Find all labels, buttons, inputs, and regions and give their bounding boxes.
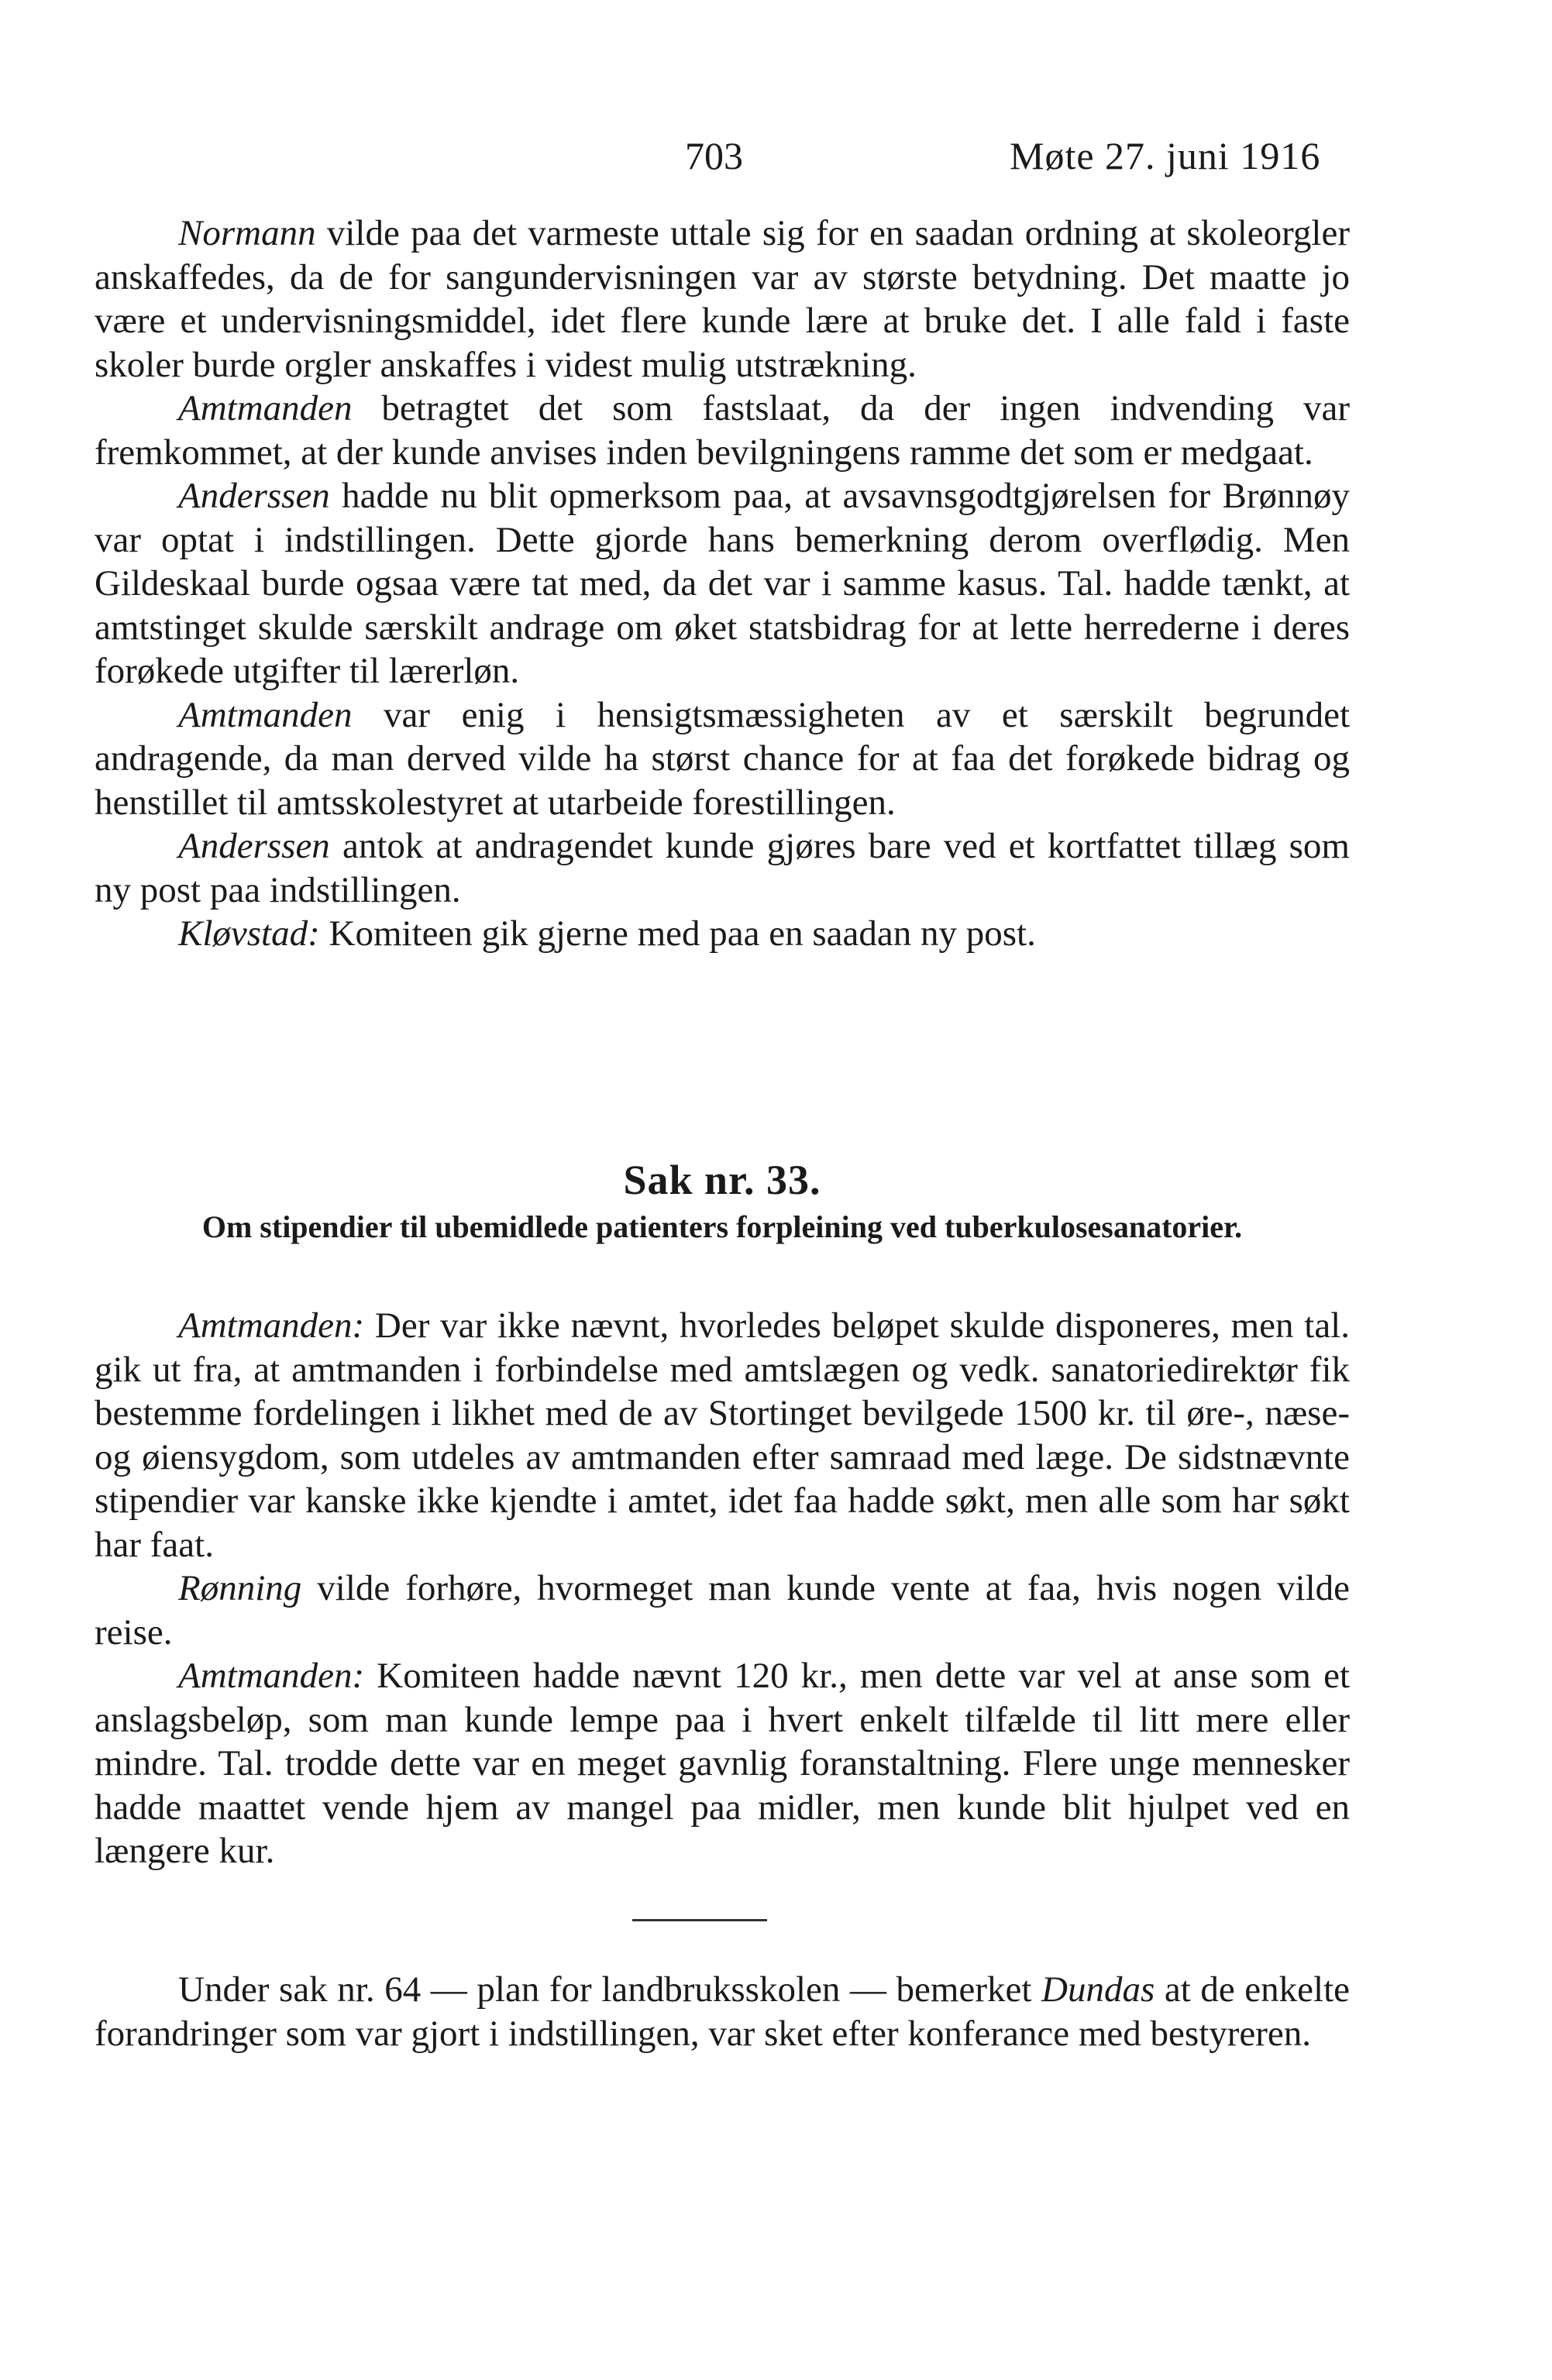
paragraph	[95, 912, 1350, 956]
paragraph	[95, 387, 1350, 474]
paragraph	[95, 212, 1350, 387]
speaker-name: Anderssen	[178, 826, 330, 866]
paragraph-text: at de enkelte forandringer som var gjort i indstillingen, var sket efter konferance med bestyreren.	[95, 1969, 1350, 2054]
speaker-name: Amtmanden:	[178, 1656, 365, 1696]
paragraph	[95, 1654, 1350, 1873]
speaker-name: Kløvstad:	[178, 913, 320, 954]
paragraph	[95, 474, 1350, 693]
section-subtitle: Om stipendier til ubemidlede patienters forpleining ved tuberkulosesanatorier.	[201, 1209, 1243, 1244]
paragraph-text: Der var ikke nævnt, hvorledes beløpet skulde disponeres, men tal. gik ut fra, at amtmanden i forbindelse med amtslægen og vedk. sanatoriedirektør fik bestemme fordelingen i likhet med de av Stortinget bevilgede 1500 kr. til øre-, næse- og øiensygdom, som utdeles av amtmanden efter samraad med læge. De sidstnævnte stipendier var kanske ikke kjendte i amtet, idet faa hadde søkt, men alle som har søkt har faat.	[95, 1305, 1350, 1565]
section-heading	[95, 1154, 1350, 1244]
divider	[632, 1919, 767, 1921]
page-number: 703	[685, 134, 743, 177]
paragraph	[95, 1567, 1350, 1654]
page-header	[0, 133, 1552, 187]
paragraph-text: vilde paa det varmeste uttale sig for en saadan ordning at skoleorgler anskaffedes, da de for sangundervisningen var av største betydning. Det maatte jo være et undervisningsmiddel, idet flere kunde lære at bruke det. I alle fald i faste skoler burde orgler anskaffes i videst mulig utstrækning.	[95, 213, 1350, 385]
paragraph-text: Under sak nr. 64 — plan for landbruksskolen — bemerket	[178, 1969, 1041, 2010]
paragraph-text: Komiteen hadde nævnt 120 kr., men dette var vel at anse som et anslagsbeløp, som man kunde lempe paa i hvert enkelt tilfælde til litt mere eller mindre. Tal. trodde dette var en meget gavnlig foranstaltning. Flere unge mennesker hadde maattet vende hjem av mangel paa midler, men kunde blit hjulpet ved en længere kur.	[95, 1656, 1350, 1871]
speaker-name: Rønning	[178, 1568, 302, 1608]
paragraph	[95, 693, 1350, 825]
paragraph-text: betragtet det som fastslaat, da der ingen indvending var fremkommet, at der kunde anvises inden bevilgningens ramme det som er medgaat.	[95, 388, 1350, 473]
speaker-name: Amtmanden:	[178, 1305, 365, 1346]
speaker-name: Anderssen	[178, 476, 330, 516]
text-block-3	[95, 1968, 1350, 2055]
section-title: Sak nr. 33.	[623, 1157, 821, 1203]
paragraph	[95, 824, 1350, 912]
paragraph-text: var enig i hensigtsmæssigheten av et særskilt begrundet andragende, da man derved vilde ha størst chance for at faa det forøkede bidrag og henstillet til amtsskolestyret at utarbeide forestillingen.	[95, 694, 1350, 823]
text-block-1	[95, 212, 1350, 956]
paragraph	[95, 1304, 1350, 1567]
speaker-name: Amtmanden	[178, 388, 353, 428]
paragraph	[95, 1968, 1350, 2055]
paragraph-text: Komiteen gik gjerne med paa en saadan ny post.	[319, 913, 1036, 954]
text-block-2	[95, 1304, 1350, 1873]
paragraph-text: antok at andragendet kunde gjøres bare ved et kortfattet tillæg som ny post paa indstillingen.	[95, 826, 1350, 910]
paragraph-text: vilde forhøre, hvormeget man kunde vente at faa, hvis nogen vilde reise.	[95, 1568, 1350, 1653]
speaker-name: Normann	[178, 213, 316, 253]
paragraph-text: hadde nu blit opmerksom paa, at avsavnsgodtgjørelsen for Brønnøy var optat i indstillingen. Dette gjorde hans bemerkning derom overflødig. Men Gildeskaal burde ogsaa være tat med, da det var i samme kasus. Tal. hadde tænkt, at amtstinget skulde særskilt andrage om øket statsbidrag for at lette herrederne i deres forøkede utgifter til lærerløn.	[95, 476, 1350, 691]
speaker-name: Dundas	[1041, 1969, 1155, 2010]
meeting-date: Møte 27. juni 1916	[1010, 134, 1321, 177]
speaker-name: Amtmanden	[178, 694, 353, 735]
